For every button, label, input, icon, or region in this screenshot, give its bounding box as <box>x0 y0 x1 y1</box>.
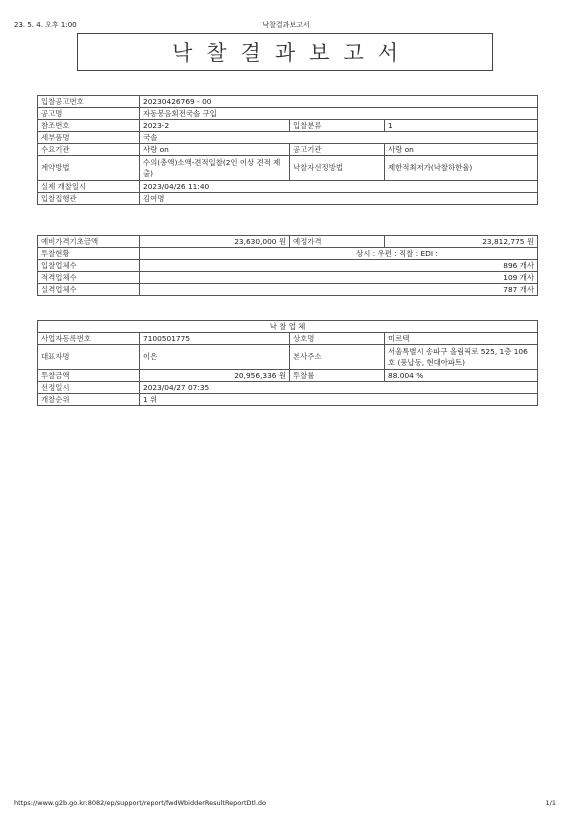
executor: 김여명 <box>140 193 538 205</box>
notice-name: 자동봉음회전국솔 구입 <box>140 108 538 120</box>
company-name-label: 상호명 <box>290 333 385 345</box>
table-row <box>38 321 538 333</box>
ref-no: 2023-2 <box>140 120 290 132</box>
price-info-table <box>37 235 538 296</box>
table-row <box>38 260 538 272</box>
table-row <box>38 236 538 248</box>
table-row <box>38 382 538 394</box>
footer-url: https://www.g2b.go.kr:8082/ep/support/report/fwdWbidderResultReportDtl.do <box>14 799 267 807</box>
notice-agency-label: 공고기관 <box>290 144 385 156</box>
bid-rate: 88.004 % <box>385 370 538 382</box>
notice-name-label: 공고명 <box>38 108 140 120</box>
selection-datetime: 2023/04/27 07:35 <box>140 382 538 394</box>
winner-method: 제한적최저가(낙찰하한율) <box>385 156 538 181</box>
bid-rate-label: 투찰률 <box>290 370 385 382</box>
table-row <box>38 345 538 370</box>
demand-agency-label: 수요기관 <box>38 144 140 156</box>
company-name: 미르텍 <box>385 333 538 345</box>
bid-notice-no-label: 입찰공고번호 <box>38 96 140 108</box>
opening-rank-label: 개찰순위 <box>38 394 140 406</box>
bid-class-label: 입찰분류 <box>290 120 385 132</box>
report-title: 낙찰결과보고서 <box>171 41 412 65</box>
biz-reg-no-label: 사업자등록번호 <box>38 333 140 345</box>
selection-datetime-label: 선정일시 <box>38 382 140 394</box>
table-row <box>38 108 538 120</box>
opening-rank: 1 위 <box>140 394 538 406</box>
failed-count: 787 개사 <box>140 284 538 296</box>
notice-info-table <box>37 95 538 205</box>
table-row <box>38 248 538 260</box>
winner-info-table <box>37 320 538 406</box>
winner-method-label: 낙찰자선정방법 <box>290 156 385 181</box>
bid-class: 1 <box>385 120 538 132</box>
winner-section-title: 낙 찰 업 체 <box>38 321 538 333</box>
table-row <box>38 181 538 193</box>
estimated-price-label: 예정가격 <box>290 236 385 248</box>
table-row <box>38 96 538 108</box>
table-row <box>38 284 538 296</box>
footer-page-number: 1/1 <box>545 799 556 807</box>
estimated-price: 23,812,775 원 <box>385 236 538 248</box>
table-row <box>38 144 538 156</box>
demand-agency: 사랑 on <box>140 144 290 156</box>
bid-amount-label: 투찰금액 <box>38 370 140 382</box>
notice-agency: 사랑 on <box>385 144 538 156</box>
qualified-count: 109 개사 <box>140 272 538 284</box>
address-label: 본사주소 <box>290 345 385 370</box>
table-row <box>38 120 538 132</box>
qualified-count-label: 적격업체수 <box>38 272 140 284</box>
table-row <box>38 394 538 406</box>
bid-notice-no: 20230426769 - 00 <box>140 96 538 108</box>
print-datetime: 23. 5. 4. 오후 1:00 <box>14 21 77 29</box>
base-amount-label: 예비가격기초금액 <box>38 236 140 248</box>
opening-datetime-label: 실제 개찰일시 <box>38 181 140 193</box>
table-row <box>38 272 538 284</box>
contract-method-label: 계약방법 <box>38 156 140 181</box>
bid-amount: 20,956,336 원 <box>140 370 290 382</box>
bid-status-label: 투찰현황 <box>38 248 140 260</box>
table-row <box>38 333 538 345</box>
opening-datetime: 2023/04/26 11:40 <box>140 181 538 193</box>
table-row <box>38 193 538 205</box>
table-row <box>38 132 538 144</box>
report-title-box <box>77 33 493 71</box>
ceo-label: 대표자명 <box>38 345 140 370</box>
detail-item: 국솔 <box>140 132 538 144</box>
bidder-count-label: 입찰업체수 <box>38 260 140 272</box>
ref-no-label: 참조번호 <box>38 120 140 132</box>
bidder-count: 896 개사 <box>140 260 538 272</box>
print-page-title: 낙찰결과보고서 <box>262 21 310 29</box>
biz-reg-no: 7100501775 <box>140 333 290 345</box>
table-row <box>38 156 538 181</box>
address: 서울특별시 송파구 올림픽로 525, 1층 106호 (풍납동, 현대아파트) <box>385 345 538 370</box>
detail-item-label: 세부품명 <box>38 132 140 144</box>
ceo: 이은 <box>140 345 290 370</box>
contract-method: 수의(총액)소액-견적입찰(2인 이상 견적 제출) <box>140 156 290 181</box>
bid-status: 상시 : 우편 : 직찰 : EDI : <box>140 248 538 260</box>
base-amount: 23,630,000 원 <box>140 236 290 248</box>
table-row <box>38 370 538 382</box>
failed-count-label: 실격업체수 <box>38 284 140 296</box>
executor-label: 입찰집행관 <box>38 193 140 205</box>
